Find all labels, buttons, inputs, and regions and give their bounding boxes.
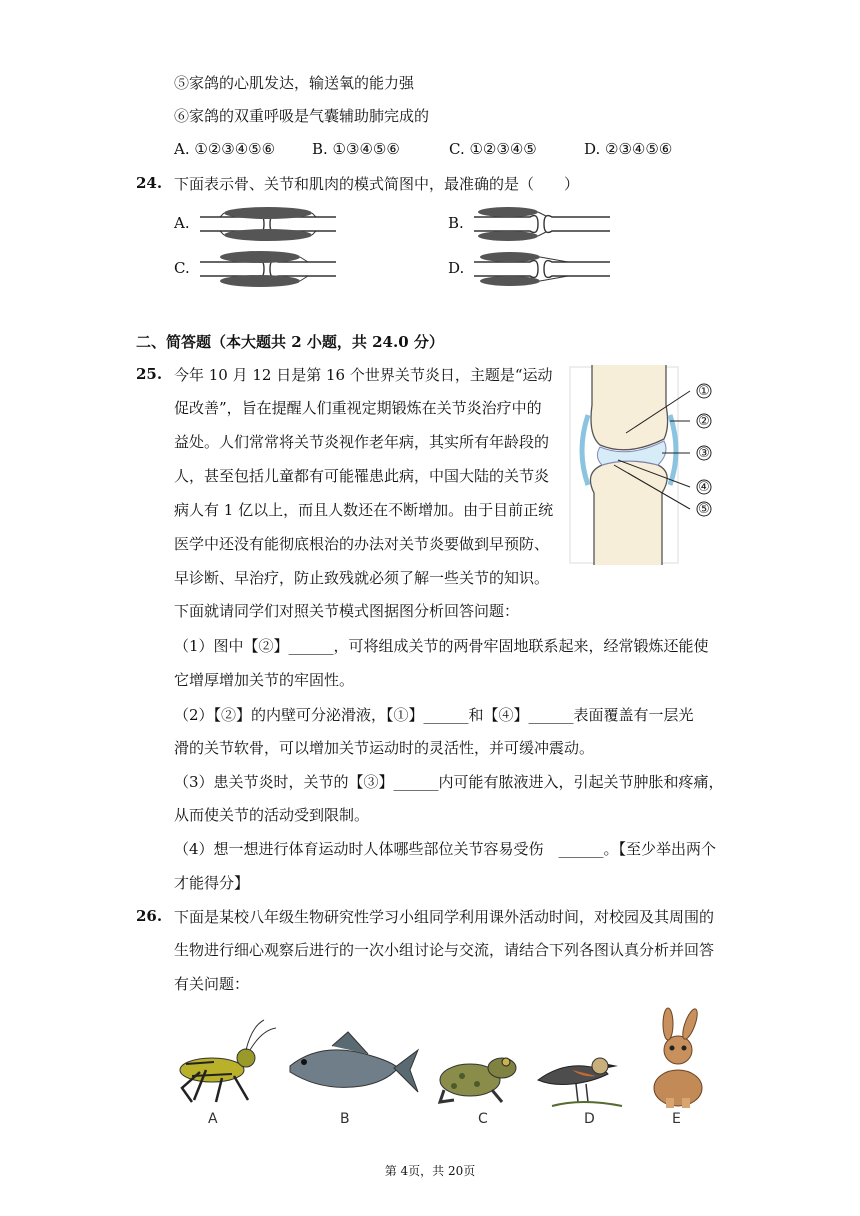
fish-image <box>290 1032 418 1092</box>
page-footer: 第 4页，共 20页 <box>384 1164 476 1178</box>
section-title: 二、简答题（本大题共 2 小题，共 24.0 分） <box>136 333 444 351</box>
q23-option-c: C. ①②③④⑤ <box>449 140 537 158</box>
animal-label-c: C <box>478 1111 488 1127</box>
joint-diagram <box>566 365 726 565</box>
joint-label-1: ① <box>698 384 710 399</box>
joint-label-3: ③ <box>698 446 710 461</box>
q26-line: 下面是某校八年级生物研究性学习小组同学利用课外活动时间，对校园及其周围的 <box>174 908 715 926</box>
q25-para-line: 今年 10 月 12 日是第 16 个世界关节炎日，主题是“运动 <box>174 366 553 384</box>
q25-number: 25. <box>136 365 163 383</box>
q24-label-a: A. <box>174 214 190 232</box>
q25-para-line: 病人有 1 亿以上，而且人数还在不断增加。由于目前正统 <box>174 501 554 519</box>
q26-number: 26. <box>136 907 163 925</box>
q25-sub1-line2: 它增厚增加关节的牢固性。 <box>174 671 355 689</box>
q23-item6: ⑥家鸽的双重呼吸是气囊辅助肺完成的 <box>174 107 430 125</box>
q23-option-b: B. ①③④⑤⑥ <box>312 140 400 158</box>
q25-para-line: 益处。人们常常将关节炎视作老年病，其实所有年龄段的 <box>174 433 550 451</box>
q25-para-line: 早诊断、早治疗，防止致残就必须了解一些关节的知识。 <box>174 569 550 587</box>
q25-sub3-line2: 从而使关节的活动受到限制。 <box>174 806 370 824</box>
q25-sub3-line1: （3）患关节炎时，关节的【③】______内可能有脓液进入，引起关节肿胀和疼痛， <box>174 773 724 791</box>
q24-label-b: B. <box>448 214 464 232</box>
animal-label-b: B <box>340 1111 350 1127</box>
bone-muscle-diagram-a <box>198 204 338 244</box>
bone-muscle-diagram-c <box>198 249 338 289</box>
q25-sub4-line1: （4）想一想进行体育运动时人体哪些部位关节容易受伤 ______。【至少举出两个 <box>174 840 717 858</box>
q26-line: 有关问题： <box>174 975 250 993</box>
q25-sub2-line1: （2）【②】的内壁可分泌滑液，【①】______和【④】______表面覆盖有一层光 <box>174 706 694 724</box>
bone-muscle-diagram-b <box>472 204 612 244</box>
q25-sub1-line1: （1）图中【②】______，可将组成关节的两骨牢固地联系起来，经常锻炼还能使 <box>174 637 709 655</box>
rabbit-image <box>654 1007 702 1108</box>
q25-para-line: 下面就请同学们对照关节模式图据图分析回答问题： <box>174 602 520 620</box>
animal-label-d: D <box>584 1111 595 1127</box>
bird-image <box>538 1058 622 1106</box>
q25-para-line: 促改善”，旨在提醒人们重视定期锻炼在关节炎治疗中的 <box>174 399 542 417</box>
q25-sub2-line2: 滑的关节软骨，可以增加关节运动时的灵活性，并可缓冲震动。 <box>174 739 595 757</box>
grasshopper-image <box>180 1020 276 1102</box>
animal-label-e: E <box>672 1111 681 1127</box>
joint-label-5: ⑤ <box>698 502 710 517</box>
q25-sub4-line2: 才能得分】 <box>174 874 250 892</box>
q25-para-line: 医学中还没有能彻底根治的办法对关节炎要做到早预防、 <box>174 535 550 553</box>
joint-label-4: ④ <box>698 480 710 495</box>
q23-option-a: A. ①②③④⑤⑥ <box>174 140 276 158</box>
q23-option-d: D. ②③④⑤⑥ <box>584 140 673 158</box>
q24-label-d: D. <box>448 259 465 277</box>
q24-stem: 下面表示骨、关节和肌肉的模式简图中，最准确的是（ ） <box>174 175 580 193</box>
animals-figure <box>172 1010 732 1135</box>
q23-item5: ⑤家鸽的心肌发达，输送氧的能力强 <box>174 74 415 92</box>
q25-para-line: 人，甚至包括儿童都有可能罹患此病，中国大陆的关节炎 <box>174 467 550 485</box>
frog-image <box>440 1058 516 1102</box>
q26-line: 生物进行细心观察后进行的一次小组讨论与交流，请结合下列各图认真分析并回答 <box>174 941 715 959</box>
q24-label-c: C. <box>174 259 190 277</box>
animal-label-a: A <box>208 1111 218 1127</box>
bone-muscle-diagram-d <box>472 249 612 289</box>
q24-number: 24. <box>136 174 163 192</box>
joint-label-2: ② <box>698 414 710 429</box>
